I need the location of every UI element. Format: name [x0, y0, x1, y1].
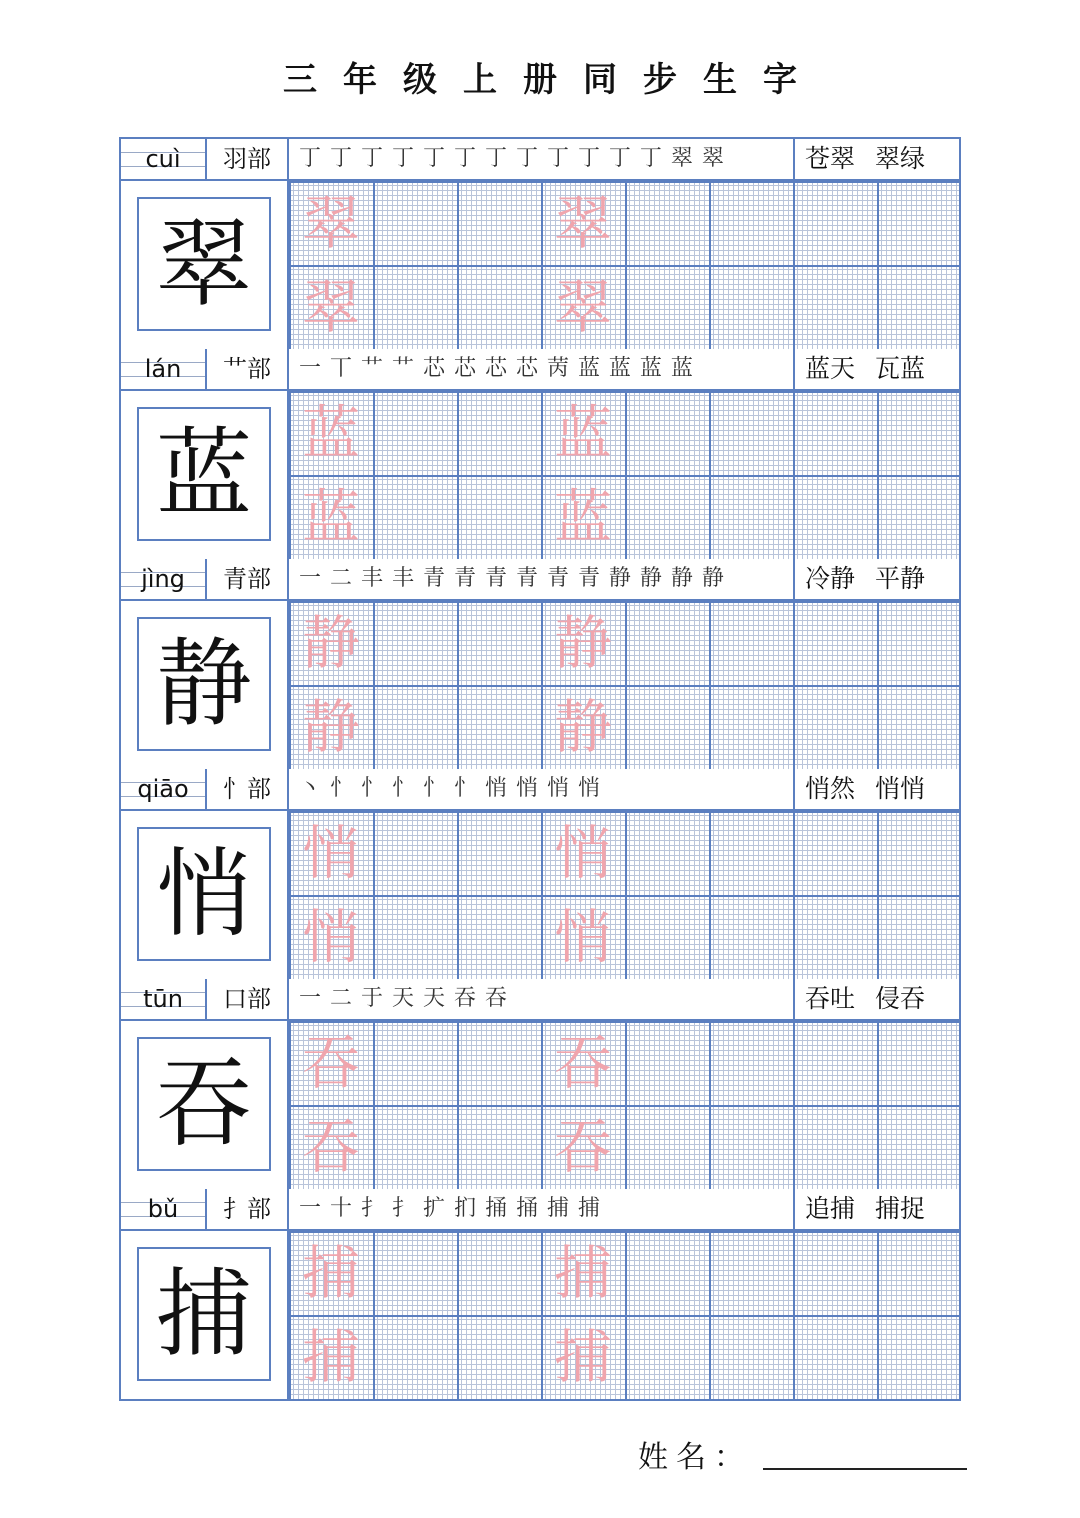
trace-character: 静: [301, 609, 360, 677]
model-character-cell: [121, 181, 289, 349]
trace-character: 捕: [301, 1239, 360, 1307]
stroke-order: 丶 忄 忄 忄 忄 忄 悄 悄 悄 悄: [299, 776, 601, 801]
pinyin: qiāo: [121, 769, 205, 809]
trace-character: 吞: [301, 1029, 360, 1097]
trace-character: 捕: [553, 1239, 612, 1307]
character-header: [121, 1189, 959, 1231]
model-character: 捕: [137, 1247, 271, 1381]
model-character: 悄: [137, 827, 271, 961]
trace-character: 翠: [301, 189, 360, 257]
trace-character: 蓝: [301, 399, 360, 467]
trace-character: 翠: [301, 273, 360, 341]
model-character-cell: [121, 601, 289, 769]
page-title: 三年级上册同步生字: [283, 60, 823, 100]
radical: 扌部: [205, 1189, 289, 1229]
model-character: 静: [137, 617, 271, 751]
practice-area: [121, 1021, 959, 1189]
character-block: [121, 139, 959, 349]
example-words: 悄然 悄悄: [793, 769, 959, 809]
trace-character: 吞: [553, 1029, 612, 1097]
pinyin: jìng: [121, 559, 205, 599]
trace-character: 捕: [553, 1323, 612, 1391]
pinyin: cuì: [121, 139, 205, 179]
trace-character: 蓝: [553, 399, 612, 467]
stroke-order: 一 二 于 天 天 吞 吞: [299, 986, 508, 1011]
trace-character: 静: [553, 609, 612, 677]
trace-character: 悄: [301, 819, 360, 887]
trace-character: 静: [553, 693, 612, 761]
model-character: 吞: [137, 1037, 271, 1171]
writing-grid[interactable]: [289, 601, 959, 769]
practice-sheet: [119, 137, 961, 1401]
pinyin: bǔ: [121, 1189, 205, 1229]
trace-character: 捕: [301, 1323, 360, 1391]
character-block: [121, 349, 959, 559]
name-input-line[interactable]: [763, 1468, 967, 1470]
trace-character: 吞: [553, 1113, 612, 1181]
character-header: [121, 559, 959, 601]
stroke-order: 丁 丁 丁 丁 丁 丁 丁 丁 丁 丁 丁 丁 翠 翠: [299, 146, 725, 171]
character-block: [121, 979, 959, 1189]
practice-area: [121, 181, 959, 349]
trace-character: 悄: [301, 903, 360, 971]
writing-grid[interactable]: [289, 1021, 959, 1189]
character-block: [121, 1189, 959, 1399]
practice-area: [121, 811, 959, 979]
trace-character: 翠: [553, 273, 612, 341]
trace-character: 吞: [301, 1113, 360, 1181]
stroke-order: 一 二 丰 丰 青 青 青 青 青 青 静 静 静 静: [299, 566, 725, 591]
radical: 青部: [205, 559, 289, 599]
radical: 艹部: [205, 349, 289, 389]
trace-character: 悄: [553, 903, 612, 971]
trace-character: 悄: [553, 819, 612, 887]
model-character: 翠: [137, 197, 271, 331]
stroke-order: 一 十 扌 扌 扩 扪 捅 捅 捕 捕: [299, 1196, 601, 1221]
radical: 忄部: [205, 769, 289, 809]
trace-character: 静: [301, 693, 360, 761]
model-character-cell: [121, 1021, 289, 1189]
example-words: 吞吐 侵吞: [793, 979, 959, 1019]
character-block: [121, 769, 959, 979]
radical: 口部: [205, 979, 289, 1019]
pinyin: lán: [121, 349, 205, 389]
model-character: 蓝: [137, 407, 271, 541]
model-character-cell: [121, 811, 289, 979]
example-words: 追捕 捕捉: [793, 1189, 959, 1229]
trace-character: 蓝: [301, 483, 360, 551]
pinyin: tūn: [121, 979, 205, 1019]
stroke-order: 一 丅 艹 艹 芯 芯 芯 芯 苪 蓝 蓝 蓝 蓝: [299, 356, 694, 381]
practice-area: [121, 1231, 959, 1399]
model-character-cell: [121, 391, 289, 559]
character-header: [121, 139, 959, 181]
trace-character: 蓝: [553, 483, 612, 551]
example-words: 蓝天 瓦蓝: [793, 349, 959, 389]
radical: 羽部: [205, 139, 289, 179]
example-words: 冷静 平静: [793, 559, 959, 599]
name-label: 姓名：: [638, 1440, 752, 1475]
writing-grid[interactable]: [289, 1231, 959, 1399]
character-header: [121, 979, 959, 1021]
trace-character: 翠: [553, 189, 612, 257]
practice-area: [121, 391, 959, 559]
character-header: [121, 769, 959, 811]
character-block: [121, 559, 959, 769]
practice-area: [121, 601, 959, 769]
example-words: 苍翠 翠绿: [793, 139, 959, 179]
model-character-cell: [121, 1231, 289, 1399]
character-header: [121, 349, 959, 391]
writing-grid[interactable]: [289, 811, 959, 979]
writing-grid[interactable]: [289, 391, 959, 559]
writing-grid[interactable]: [289, 181, 959, 349]
